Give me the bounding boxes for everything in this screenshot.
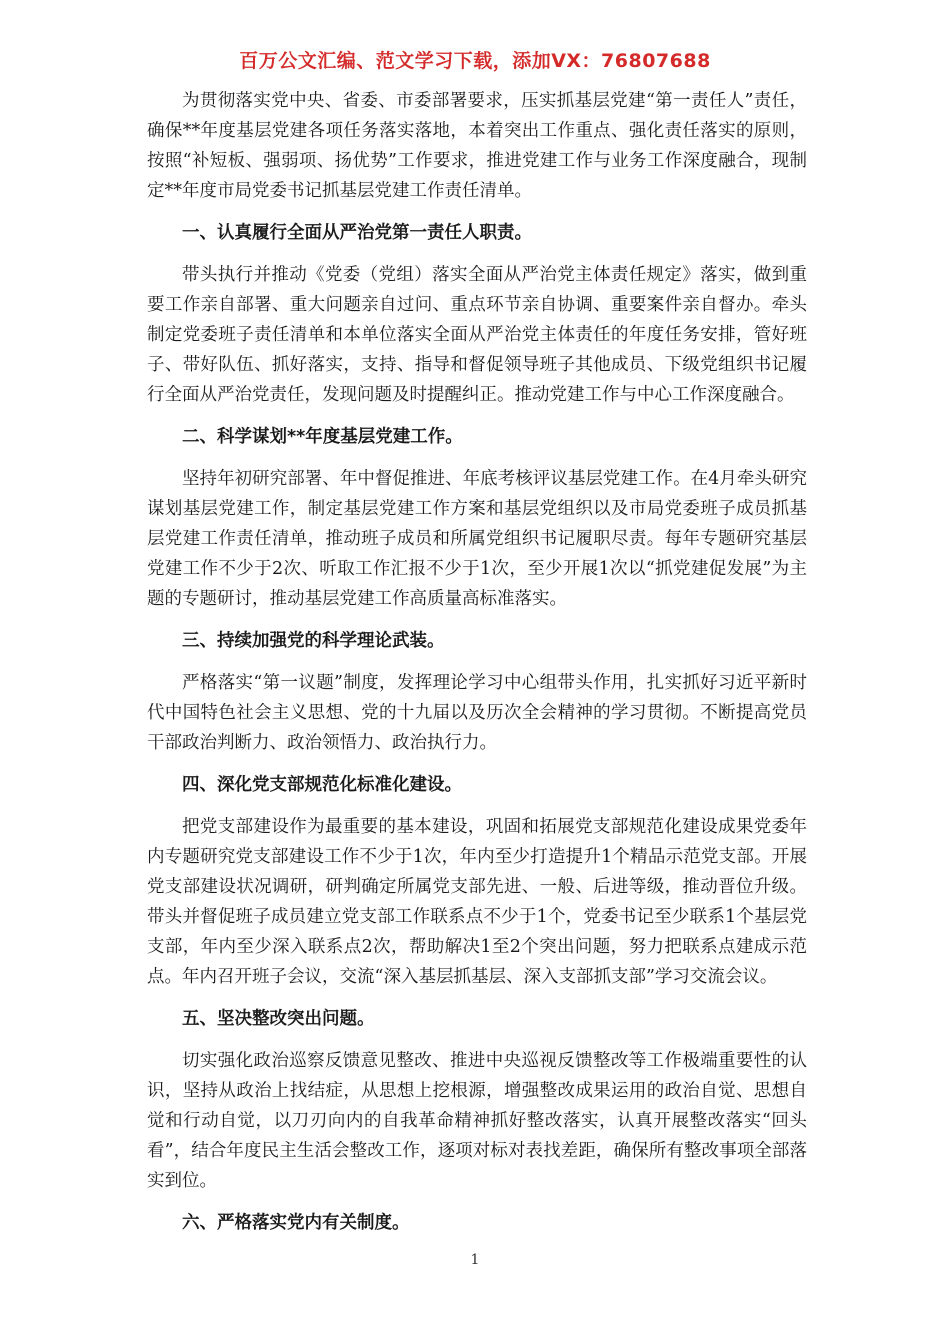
download-banner: 百万公文汇编、范文学习下载，添加VX：76807688 [239,50,711,72]
section-4-body: 把党支部建设作为最重要的基本建设，巩固和拓展党支部规范化建设成果党委年内专题研究党支部建设工作不少于1次，年内至少打造提升1个精品示范党支部。开展党支部建设状况调研，研判确定所属党支部先进、一般、后进等级，推动晋位升级。带头并督促班子成员建立党支部工作联系点不少于1个，党委书记至少联系1个基层党支部，年内至少深入联系点2次，帮助解决1至2个突出问题，努力把联系点建成示范点。年内召开班子会议，交流“深入基层抓基层、深入支部抓支部”学习交流会议。 [147,817,807,987]
section-2-heading: 二、科学谋划**年度基层党建工作。 [182,427,463,447]
section-1-body: 带头执行并推动《党委（党组）落实全面从严治党主体责任规定》落实，做到重要工作亲自部署、重大问题亲自过问、重点环节亲自协调、重要案件亲自督办。牵头制定党委班子责任清单和本单位落实全面从严治党主体责任的年度任务安排，管好班子、带好队伍、抓好落实，支持、指导和督促领导班子其他成员、下级党组织书记履行全面从严治党责任，发现问题及时提醒纠正。推动党建工作与中心工作深度融合。 [147,265,807,405]
section-5-heading: 五、坚决整改突出问题。 [182,1009,375,1029]
section-3-body: 严格落实“第一议题”制度，发挥理论学习中心组带头作用，扎实抓好习近平新时代中国特色社会主义思想、党的十九届以及历次全会精神的学习贯彻。不断提高党员干部政治判断力、政治领悟力、政治执行力。 [147,673,807,753]
intro-paragraph: 为贯彻落实党中央、省委、市委部署要求，压实抓基层党建“第一责任人”责任，确保**年度基层党建各项任务落实落地，本着突出工作重点、强化责任落实的原则，按照“补短板、强弱项、扬优势”工作要求，推进党建工作与业务工作深度融合，现制定**年度市局党委书记抓基层党建工作责任清单。 [147,91,807,201]
page-number: 1 [470,1252,480,1268]
section-4-heading: 四、深化党支部规范化标准化建设。 [182,775,462,795]
document-body [147,86,807,1250]
section-6-heading: 六、严格落实党内有关制度。 [182,1213,410,1233]
section-3-heading: 三、持续加强党的科学理论武装。 [182,631,445,651]
section-1-heading: 一、认真履行全面从严治党第一责任人职责。 [182,223,532,243]
section-2-body: 坚持年初研究部署、年中督促推进、年底考核评议基层党建工作。在4月牵头研究谋划基层党建工作，制定基层党建工作方案和基层党组织以及市局党委班子成员抓基层党建工作责任清单，推动班子成员和所属党组织书记履职尽责。每年专题研究基层党建工作不少于2次、听取工作汇报不少于1次，至少开展1次以“抓党建促发展”为主题的专题研讨，推动基层党建工作高质量高标准落实。 [147,469,807,609]
section-5-body: 切实强化政治巡察反馈意见整改、推进中央巡视反馈整改等工作极端重要性的认识，坚持从政治上找结症，从思想上挖根源，增强整改成果运用的政治自觉、思想自觉和行动自觉，以刀刃向内的自我革命精神抓好整改落实，认真开展整改落实“回头看”，结合年度民主生活会整改工作，逐项对标对表找差距，确保所有整改事项全部落实到位。 [147,1051,807,1191]
